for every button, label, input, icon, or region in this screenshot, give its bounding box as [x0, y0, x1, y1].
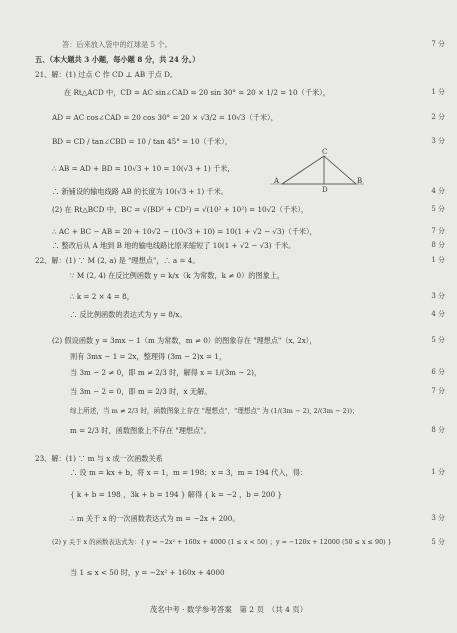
- text-line: 22、解：(1) ∵ M (2, a) 是 "理想点"，∴ a = 4。: [35, 256, 200, 265]
- score-mark: 4 分: [431, 310, 445, 318]
- text-line: AD = AC cos∠CAD = 20 cos 30° = 20 × √3/2 = 10√3（千米），: [52, 113, 278, 122]
- score-mark: 2 分: [431, 113, 445, 121]
- score-mark: 3 分: [431, 292, 445, 300]
- label-b: B: [357, 177, 363, 185]
- text-line: ∴ AC + BC − AB = 20 + 10√2 − (10√3 + 10) = 10(1 + √2 − √3)（千米），: [52, 227, 317, 236]
- label-d: D: [322, 186, 328, 192]
- text-line: ∴ k = 2 × 4 = 8，: [70, 292, 134, 301]
- score-mark: 1 分: [431, 256, 445, 264]
- score-mark: 5 分: [431, 205, 445, 213]
- text-line: m = 2/3 时，函数图象上不存在 "理想点"。: [70, 426, 211, 435]
- text-line: 综上所述，当 m ≠ 2/3 时，函数图象上存在 "理想点"，"理想点" 为 (1/(3m − 2), 2/(3m − 2))；: [70, 407, 359, 415]
- text-line: { k + b = 198 ，3k + b = 194 } 解得 { k = −2 ，b = 200 }: [70, 490, 283, 499]
- text-line: 当 3m − 2 ≠ 0，即 m ≠ 2/3 时，解得 x = 1/(3m − 2)，: [70, 368, 262, 377]
- text-line: 21、解：(1) 过点 C 作 CD ⊥ AB 于点 D。: [35, 70, 178, 79]
- text-line: 则有 3mx − 1 = 2x，整理得 (3m − 2)x = 1，: [70, 352, 227, 361]
- score-mark: 6 分: [431, 368, 445, 376]
- score-mark: 5 分: [431, 336, 445, 344]
- score-mark: 5 分: [431, 538, 445, 546]
- text-line: ∴ 整改后从 A 地到 B 地的输电线路比原来缩短了 10(1 + √2 − √3) 千米。: [52, 241, 296, 250]
- score-mark: 3 分: [431, 137, 445, 145]
- score-mark: 1 分: [431, 88, 445, 96]
- text-line: 当 3m − 2 = 0，即 m = 2/3 时，x 无解。: [70, 387, 212, 396]
- score-mark: 7 分: [431, 227, 445, 235]
- text-line: ∴ AB = AD + BD = 10√3 + 10 = 10(√3 + 1) 千米，: [52, 164, 235, 173]
- score-mark: 8 分: [431, 426, 445, 434]
- text-line: ∴ 设 m = kx + b，将 x = 1，m = 198；x = 3，m = 194 代入，得：: [70, 468, 308, 477]
- score-mark: 7 分: [431, 40, 445, 48]
- page-footer: 茂名中考 · 数学参考答案 第 2 页 （共 4 页）: [149, 605, 308, 614]
- triangle-figure: [268, 146, 368, 192]
- text-line: 答：后来放入袋中的红球是 5 个。: [62, 40, 172, 49]
- text-line: (2) 在 Rt△BCD 中，BC = √(BD² + CD²) = √(10² + 10²) = 10√2（千米），: [52, 205, 309, 214]
- text-line: 当 1 ≤ x < 50 时，y = −2x² + 160x + 4000: [70, 568, 225, 577]
- score-mark: 3 分: [431, 514, 445, 522]
- text-line: 23、解：(1) ∵ m 与 x 成一次函数关系: [35, 454, 163, 463]
- label-c: C: [322, 148, 328, 156]
- text-line: ∴ 新铺设的输电线路 AB 的长度为 10(√3 + 1) 千米。: [52, 187, 228, 196]
- text-line: (2) y 关于 x 的函数表达式为：{ y = −2x² + 160x + 4000 (1 ≤ x < 50) ；y = −120x + 12000 (50 ≤ x ≤ 90) }: [52, 538, 392, 546]
- text-line: 在 Rt△ACD 中，CD = AC sin∠CAD = 20 sin 30° = 20 × 1/2 = 10（千米），: [64, 88, 330, 97]
- text-line: ∴ m 关于 x 的一次函数表达式为 m = −2x + 200。: [70, 514, 240, 523]
- score-mark: 8 分: [431, 241, 445, 249]
- score-mark: 7 分: [431, 387, 445, 395]
- section-heading: 五、（本大题共 3 小题，每小题 8 分，共 24 分。）: [35, 55, 200, 64]
- text-line: BD = CD / tan∠CBD = 10 / tan 45° = 10（千米），: [52, 137, 232, 146]
- text-line: ∴ 反比例函数的表达式为 y = 8/x。: [70, 310, 187, 319]
- text-line: ∵ M (2, 4) 在反比例函数 y = k/x（k 为常数，k ≠ 0）的图象上，: [70, 271, 285, 280]
- score-mark: 1 分: [431, 468, 445, 476]
- score-mark: 4 分: [431, 187, 445, 195]
- text-line: (2) 假设函数 y = 3mx − 1（m 为常数，m ≠ 0）的图象存在 "理想点"（x, 2x），: [52, 336, 317, 345]
- label-a: A: [274, 177, 280, 185]
